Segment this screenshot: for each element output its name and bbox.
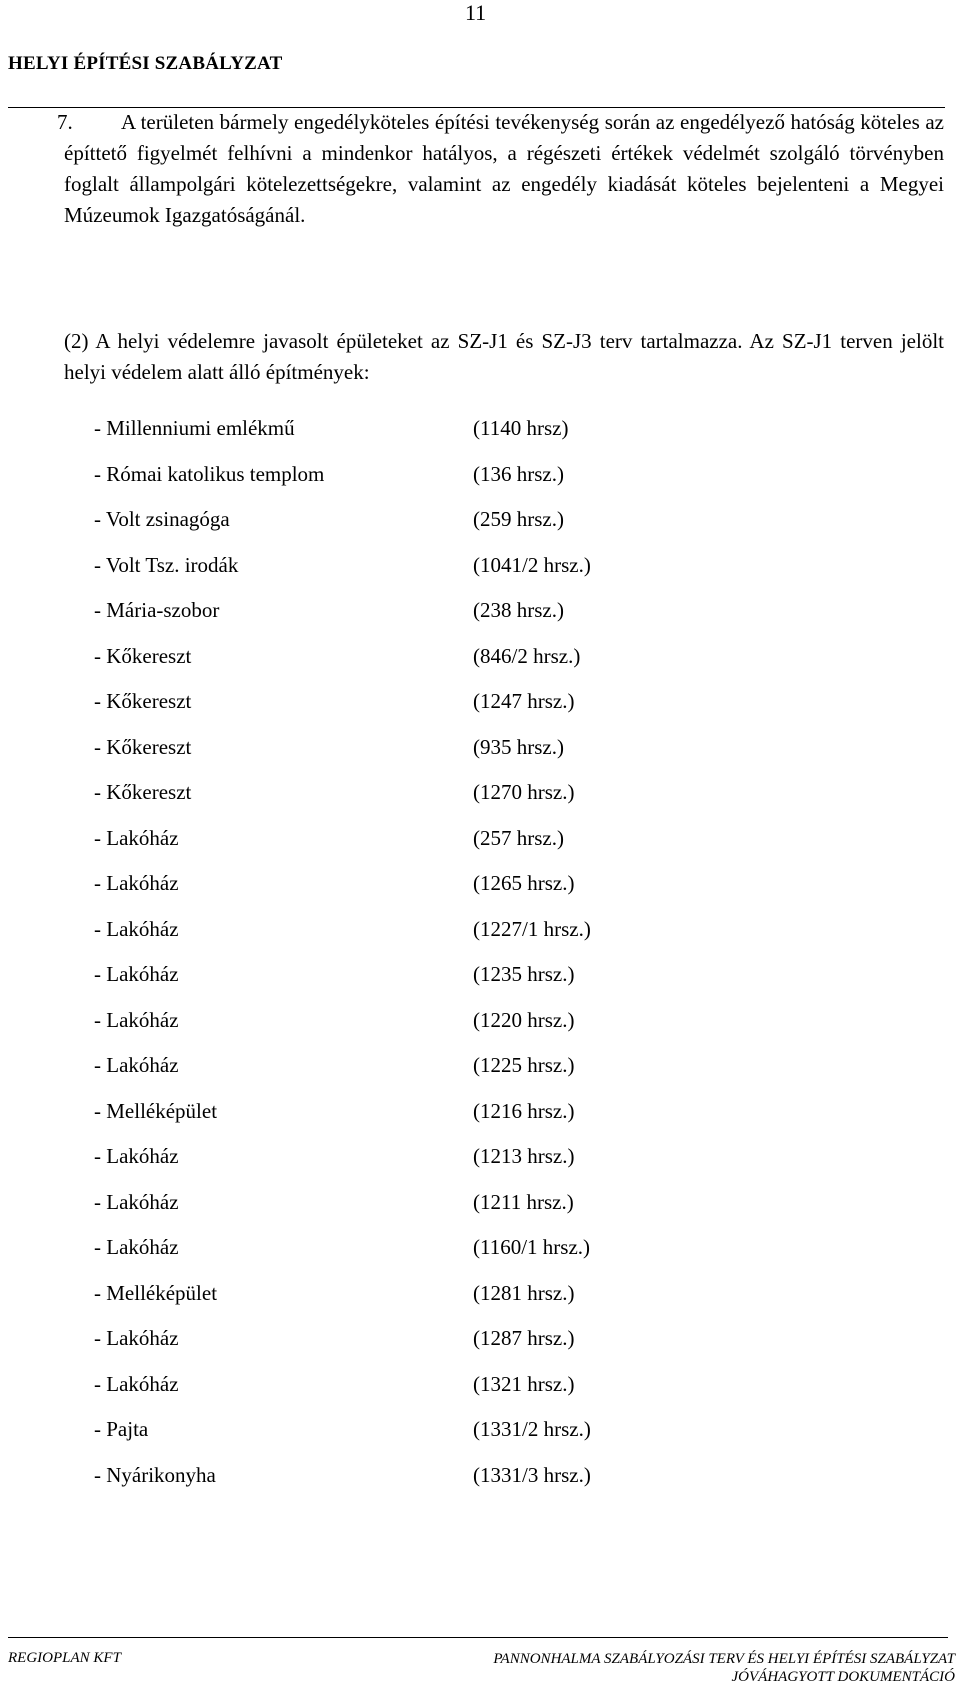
- parcel-number: (1235 hrsz.): [473, 962, 575, 986]
- footer-company: REGIOPLAN KFT: [8, 1650, 121, 1666]
- building-name: - Lakóház: [94, 1144, 179, 1168]
- list-item: [94, 416, 694, 462]
- list-item: [94, 644, 694, 690]
- list-item: [94, 780, 694, 826]
- paragraph-7-text: A területen bármely engedélyköteles építési tevékenység során az engedélyező hatóság köteles az építtető figyelmét felhívni a mindenkor hatályos, a régészeti értékek védelmét szolgáló törvényben foglalt állampolgári kötelezettségekre, valamint az engedély kiadását köteles bejelenteni a Megyei Múzeumok Igazgatóságánál.: [64, 110, 944, 227]
- parcel-number: (259 hrsz.): [473, 507, 564, 531]
- paragraph-7: [57, 107, 944, 231]
- building-name: - Nyárikonyha: [94, 1462, 216, 1487]
- list-item: [94, 1463, 694, 1509]
- parcel-number: (1213 hrsz.): [473, 1144, 575, 1168]
- list-item: [94, 462, 694, 508]
- building-name: - Kőkereszt: [94, 643, 192, 668]
- building-name: - Lakóház: [94, 962, 179, 986]
- footer-document-title: [395, 1650, 955, 1686]
- list-item: [94, 735, 694, 781]
- building-name: - Lakóház: [94, 871, 179, 895]
- list-item: [94, 553, 694, 599]
- parcel-number: (1287 hrsz.): [473, 1326, 575, 1350]
- parcel-number: (257 hrsz.): [473, 825, 564, 850]
- parcel-number: (1220 hrsz.): [473, 1007, 575, 1032]
- list-item: [94, 1281, 694, 1327]
- building-name: - Kőkereszt: [94, 780, 192, 804]
- building-name: - Millenniumi emlékmű: [94, 416, 295, 440]
- building-name: - Pajta: [94, 1417, 149, 1441]
- parcel-number: (1160/1 hrsz.): [473, 1235, 591, 1259]
- footer-title-line-2: JÓVÁHAGYOTT DOKUMENTÁCIÓ: [731, 1669, 955, 1685]
- parcel-number: (1265 hrsz.): [473, 871, 575, 895]
- paragraph-number: 7.: [57, 110, 73, 134]
- parcel-number: (136 hrsz.): [473, 461, 564, 486]
- parcel-number: (1331/3 hrsz.): [473, 1462, 591, 1487]
- building-name: - Kőkereszt: [94, 689, 192, 713]
- running-header: HELYI ÉPÍTÉSI SZABÁLYZAT: [8, 53, 283, 74]
- parcel-number: (1216 hrsz.): [473, 1098, 575, 1123]
- parcel-number: (846/2 hrsz.): [473, 643, 581, 668]
- building-name: - Római katolikus templom: [94, 461, 325, 486]
- parcel-number: (1140 hrsz): [473, 416, 569, 440]
- parcel-number: (238 hrsz.): [473, 598, 564, 622]
- building-name: - Lakóház: [94, 1189, 179, 1214]
- building-name: - Lakóház: [94, 1235, 179, 1259]
- building-name: - Lakóház: [94, 825, 179, 850]
- footer-rule: [8, 1637, 948, 1638]
- building-name: - Kőkereszt: [94, 734, 192, 759]
- parcel-number: (935 hrsz.): [473, 734, 564, 759]
- parcel-number: (1281 hrsz.): [473, 1280, 575, 1305]
- list-item: [94, 962, 694, 1008]
- paragraph-2: [64, 326, 944, 388]
- list-item: [94, 1099, 694, 1145]
- list-item: [94, 507, 694, 553]
- list-item: [94, 917, 694, 963]
- list-item: [94, 598, 694, 644]
- list-item: [94, 1008, 694, 1054]
- list-item: [94, 871, 694, 917]
- building-name: - Volt zsinagóga: [94, 507, 230, 531]
- protected-buildings-list: [94, 416, 694, 1508]
- parcel-number: (1331/2 hrsz.): [473, 1417, 591, 1441]
- list-item: [94, 1190, 694, 1236]
- parcel-number: (1321 hrsz.): [473, 1371, 575, 1396]
- building-name: - Lakóház: [94, 1371, 179, 1396]
- list-item: [94, 1417, 694, 1463]
- footer-title-line-1: PANNONHALMA SZABÁLYOZÁSI TERV ÉS HELYI ÉPÍTÉSI SZABÁLYZAT: [493, 1651, 955, 1667]
- building-name: - Melléképület: [94, 1098, 218, 1123]
- parcel-number: (1270 hrsz.): [473, 780, 575, 804]
- building-name: - Mária-szobor: [94, 598, 220, 622]
- page-number: 11: [465, 0, 487, 25]
- building-name: - Volt Tsz. irodák: [94, 552, 239, 577]
- list-item: [94, 826, 694, 872]
- list-item: [94, 1372, 694, 1418]
- building-name: - Lakóház: [94, 1326, 179, 1350]
- list-item: [94, 1053, 694, 1099]
- parcel-number: (1041/2 hrsz.): [473, 552, 591, 577]
- building-name: - Lakóház: [94, 1053, 179, 1077]
- paragraph-2-text: (2) A helyi védelemre javasolt épületeket az SZ-J1 és SZ-J3 terv tartalmazza. Az SZ-J1 terven jelölt helyi védelem alatt álló építmények:: [64, 329, 944, 384]
- list-item: [94, 1144, 694, 1190]
- building-name: - Melléképület: [94, 1280, 218, 1305]
- building-name: - Lakóház: [94, 1007, 179, 1032]
- parcel-number: (1211 hrsz.): [473, 1189, 574, 1214]
- parcel-number: (1247 hrsz.): [473, 689, 575, 713]
- list-item: [94, 1235, 694, 1281]
- list-item: [94, 689, 694, 735]
- building-name: - Lakóház: [94, 916, 179, 941]
- parcel-number: (1227/1 hrsz.): [473, 916, 591, 941]
- list-item: [94, 1326, 694, 1372]
- parcel-number: (1225 hrsz.): [473, 1053, 575, 1077]
